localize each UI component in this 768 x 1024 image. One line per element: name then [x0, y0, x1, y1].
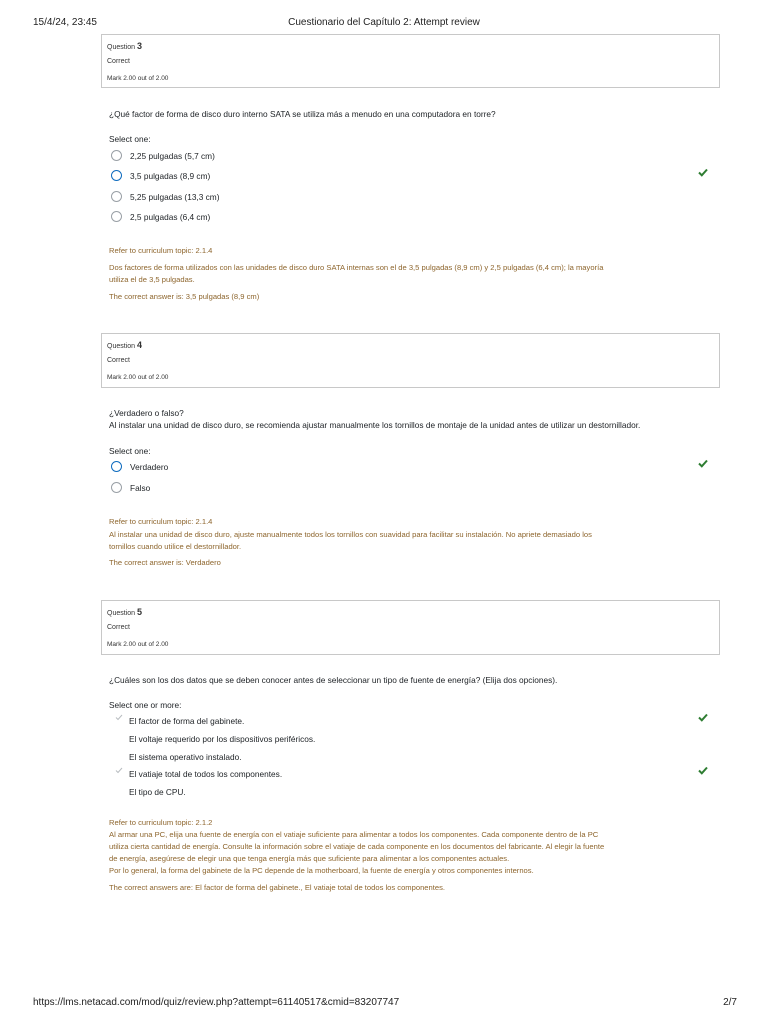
checkbox-check-icon[interactable] [115, 714, 123, 721]
question-state: Correct [107, 58, 130, 65]
answer-label: 2,5 pulgadas (6,4 cm) [130, 212, 211, 222]
page-number: 2/7 [723, 997, 737, 1008]
answer-label: Verdadero [130, 462, 169, 472]
checkbox-check-icon[interactable] [115, 767, 123, 774]
feedback-line: de energía, asegúrese de elegir una que tenga energía más que suficiente para alimentar a los componentes actuales. [109, 854, 510, 863]
feedback-line: Dos factores de forma utilizados con las unidades de disco duro SATA internas son el de 3,5 pulgadas (8,9 cm) y 2,5 pulgadas (6,4 cm); la mayoría [109, 263, 604, 272]
question-text: ¿Cuáles son los dos datos que se deben conocer antes de seleccionar un tipo de fuente de energía? (Elija dos opciones). [109, 675, 558, 685]
radio-button-checked[interactable] [111, 461, 122, 472]
answer-label[interactable]: El sistema operativo instalado. [129, 752, 242, 762]
radio-button[interactable] [111, 150, 122, 161]
page-url: https://lms.netacad.com/mod/quiz/review.php?attempt=61140517&cmid=83207747 [33, 997, 400, 1008]
feedback-line: utiliza cierta cantidad de energía. Consulte la información sobre el vatiaje de cada componente en los documentos del fabricante. Al elegir la fuente [109, 842, 605, 851]
answer-label: 5,25 pulgadas (13,3 cm) [130, 192, 220, 202]
answer-label: Falso [130, 483, 151, 493]
answer-label: 2,25 pulgadas (5,7 cm) [130, 151, 215, 161]
radio-button-checked[interactable] [111, 170, 122, 181]
right-answer: The correct answer is: Verdadero [109, 558, 221, 567]
radio-button[interactable] [111, 191, 122, 202]
question-number: Question 4 [107, 340, 142, 350]
feedback-line: Al armar una PC, elija una fuente de energía con el vatiaje suficiente para alimentar a todos los componentes. Cada componente dentro de la PC [109, 830, 599, 839]
answer-option[interactable] [111, 191, 711, 205]
feedback-line: tornillos cuando utilice el destornillador. [109, 542, 242, 551]
feedback-topic: Refer to curriculum topic: 2.1.2 [109, 818, 213, 827]
page-title: Cuestionario del Capítulo 2: Attempt review [288, 17, 480, 28]
question-number: Question 5 [107, 607, 142, 617]
feedback-topic: Refer to curriculum topic: 2.1.4 [109, 246, 213, 255]
answer-label: 3,5 pulgadas (8,9 cm) [130, 171, 211, 181]
right-answer: The correct answers are: El factor de forma del gabinete., El vatiaje total de todos los componentes. [109, 883, 445, 892]
select-prompt: Select one or more: [109, 700, 182, 710]
correct-check-icon [698, 766, 708, 775]
question-info-box [101, 333, 720, 388]
question-state: Correct [107, 357, 130, 364]
feedback-topic: Refer to curriculum topic: 2.1.4 [109, 517, 213, 526]
question-text-line: ¿Verdadero o falso? [109, 408, 184, 418]
feedback-line: Al instalar una unidad de disco duro, ajuste manualmente todos los tornillos con suavidad para facilitar su instalación. No apriete demasiado los [109, 530, 592, 539]
radio-button[interactable] [111, 211, 122, 222]
print-date: 15/4/24, 23:45 [33, 17, 97, 28]
answer-label[interactable]: El vatiaje total de todos los componentes. [129, 769, 283, 779]
answer-label[interactable]: El factor de forma del gabinete. [129, 716, 245, 726]
feedback-line: Por lo general, la forma del gabinete de la PC depende de la motherboard, la fuente de energía y otros componentes internos. [109, 866, 534, 875]
feedback-line: utiliza el de 3,5 pulgadas. [109, 275, 195, 284]
print-header [0, 17, 768, 31]
answer-label[interactable]: El tipo de CPU. [129, 787, 186, 797]
answer-option[interactable] [111, 482, 711, 496]
answer-option-selected[interactable] [111, 170, 711, 184]
question-number: Question 3 [107, 41, 142, 51]
answer-option[interactable] [111, 211, 711, 225]
right-answer: The correct answer is: 3,5 pulgadas (8,9 cm) [109, 292, 260, 301]
answer-option[interactable] [111, 150, 711, 164]
select-prompt: Select one: [109, 446, 151, 456]
correct-check-icon [698, 168, 708, 177]
question-text: ¿Qué factor de forma de disco duro interno SATA se utiliza más a menudo en una computadora en torre? [109, 109, 496, 119]
correct-check-icon [698, 459, 708, 468]
question-state: Correct [107, 624, 130, 631]
question-grade: Mark 2.00 out of 2.00 [107, 75, 169, 82]
radio-button[interactable] [111, 482, 122, 493]
question-text-line: Al instalar una unidad de disco duro, se recomienda ajustar manualmente los tornillos de montaje de la unidad antes de utilizar un destornillador. [109, 420, 641, 430]
select-prompt: Select one: [109, 134, 151, 144]
correct-check-icon [698, 713, 708, 722]
question-info-box [101, 600, 720, 655]
question-grade: Mark 2.00 out of 2.00 [107, 374, 169, 381]
answer-label[interactable]: El voltaje requerido por los dispositivos periféricos. [129, 734, 316, 744]
answer-option-selected[interactable] [111, 461, 711, 475]
question-info-box [101, 34, 720, 88]
question-grade: Mark 2.00 out of 2.00 [107, 641, 169, 648]
